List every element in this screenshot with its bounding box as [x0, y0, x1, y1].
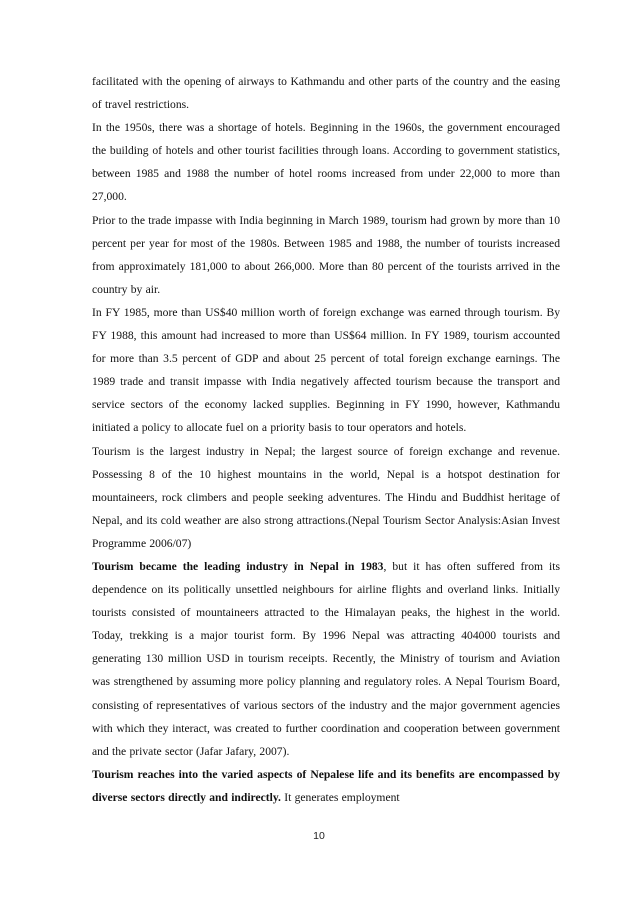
paragraph-5-text: Tourism is the largest industry in Nepal; the largest source of foreign exchange and revenue. Possessing 8 of the 10 highest mountains in the world, Nepal is a hotspot destination for mountaineers, rock climbers and people seeking adventures. The Hindu and Buddhist heritage of Nepal, and its cold weather are also strong attractions.(Nepal Tourism Sector Analysis:Asian Invest Programme 2006/07) — [92, 444, 560, 550]
body-text — [92, 70, 560, 809]
paragraph-4 — [92, 301, 560, 440]
paragraph-3-text: Prior to the trade impasse with India beginning in March 1989, tourism had grown by more than 10 percent per year for most of the 1980s. Between 1985 and 1988, the number of tourists increased from approximately 181,000 to about 266,000. More than 80 percent of the tourists arrived in the country by air. — [92, 213, 560, 296]
paragraph-3 — [92, 209, 560, 301]
paragraph-7 — [92, 763, 560, 809]
paragraph-2-text: In the 1950s, there was a shortage of hotels. Beginning in the 1960s, the government encouraged the building of hotels and other tourist facilities through loans. According to government statistics, between 1985 and 1988 the number of hotel rooms increased from under 22,000 to more than 27,000. — [92, 121, 560, 204]
paragraph-6 — [92, 555, 560, 763]
paragraph-7-text: It generates employment — [280, 790, 400, 804]
paragraph-7-bold-lead: Tourism reaches into the varied aspects of Nepalese life and its benefits are encompassed by diverse sectors directly and indirectly. — [92, 767, 560, 804]
page-number: 10 — [313, 830, 325, 842]
paragraph-6-text: , but it has often suffered from its dependence on its politically unsettled neighbours for airline flights and overland links. Initially tourists consisted of mountaineers attracted to the Himalayan peaks, the highest in the world. Today, trekking is a major tourist form. By 1996 Nepal was attracting 404000 tourists and generating 130 million USD in tourism receipts. Recently, the Ministry of tourism and Aviation was strengthened by assuming more policy planning and regulatory roles. A Nepal Tourism Board, consisting of representatives of various sectors of the industry and the major government agencies with which they interact, was created to further coordination and cooperation between government and the private sector (Jafar Jafary, 2007). — [92, 559, 560, 758]
paragraph-5 — [92, 440, 560, 555]
paragraph-1-text: facilitated with the opening of airways to Kathmandu and other parts of the country and the easing of travel restrictions. — [92, 75, 560, 112]
paragraph-1 — [92, 70, 560, 116]
paragraph-2 — [92, 116, 560, 208]
paragraph-4-text: In FY 1985, more than US$40 million worth of foreign exchange was earned through tourism. By FY 1988, this amount had increased to more than US$64 million. In FY 1989, tourism accounted for more than 3.5 percent of GDP and about 25 percent of total foreign exchange earnings. The 1989 trade and transit impasse with India negatively affected tourism because the transport and service sectors of the economy lacked supplies. Beginning in FY 1990, however, Kathmandu initiated a policy to allocate fuel on a priority basis to tour operators and hotels. — [92, 305, 560, 435]
paragraph-6-bold-lead: Tourism became the leading industry in Nepal in 1983 — [92, 559, 384, 573]
